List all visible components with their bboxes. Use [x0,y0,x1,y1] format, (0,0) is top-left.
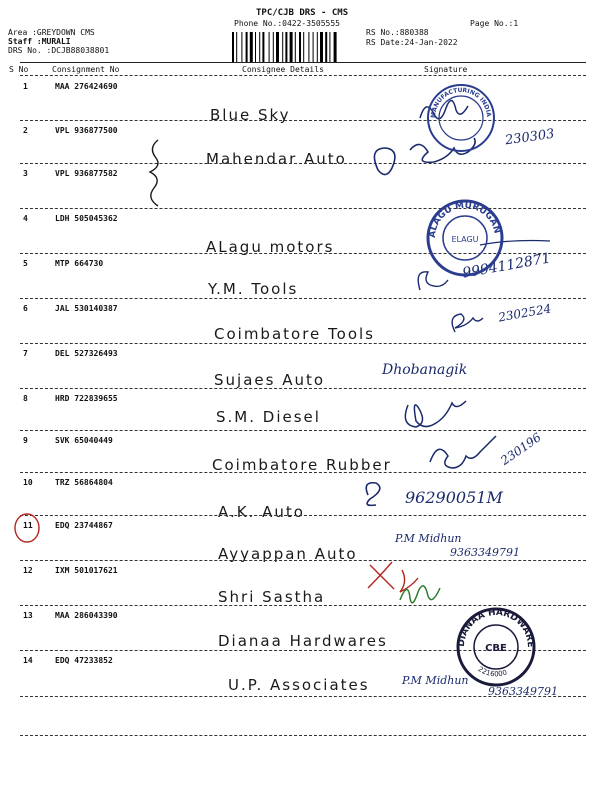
row-sno: 3 [23,169,28,178]
sig-r10-number: 96290051M [405,488,503,507]
row-sno: 7 [23,349,28,358]
row-sno: 6 [23,304,28,313]
company-stamp-3 [455,606,537,688]
col-sno: S No [9,65,29,74]
col-consignee: Consignee Details [242,65,324,74]
row-consignee: Ayyappan Auto [218,545,358,563]
row-sno: 12 [23,566,33,575]
sig-r11-number: 9363349791 [450,546,520,559]
row-sno: 4 [23,214,28,223]
row-sno: 9 [23,436,28,445]
drs-number: DRS No. :DCJB88038801 [8,46,110,55]
row-sno: 14 [23,656,33,665]
sig-r11-name: P.M Midhun [395,532,462,545]
rs-number: RS No.:880388 [366,28,429,37]
sig-r14-name: P.M Midhun [402,674,469,687]
row-consignee: Coimbatore Rubber [212,456,392,474]
sig-r2-number: 230303 [504,126,556,149]
row-consignment: IXM 501017621 [55,566,118,575]
col-consignment: Consignment No [52,65,120,74]
sig-r14-number: 9363349791 [488,685,558,698]
area-label: Area :GREYDOWN CMS [8,28,95,37]
row-consignee: U.P. Associates [228,676,370,694]
document-title: TPC/CJB DRS - CMS [256,8,349,18]
svg-text:ALAGU MURUGAN AGENCY: ALAGU MURUGAN [427,200,502,239]
row-consignment: SVK 65040449 [55,436,113,445]
row-sno: 1 [23,82,28,91]
row-consignment: DEL 527326493 [55,349,118,358]
row-sno: 2 [23,126,28,135]
row-consignment: VPL 936877582 [55,169,118,178]
staff-label: Staff :MURALI [8,37,71,46]
row-consignee: Y.M. Tools [208,280,299,298]
row-sno: 11 [23,521,33,530]
row-consignment: TRZ 56864804 [55,478,113,487]
row-consignment: LDH 505045362 [55,214,118,223]
row-consignment: HRD 722839655 [55,394,118,403]
row-consignee: S.M. Diesel [216,408,321,426]
row-consignee: Dianaa Hardwares [218,632,388,650]
sig-r6-number: 2302524 [497,301,553,325]
row-sno: 8 [23,394,28,403]
col-signature: Signature [424,65,468,74]
svg-text:CBE: CBE [485,643,507,654]
signature-scribble-r8 [405,401,466,427]
company-stamp-1 [425,82,497,154]
row-sno: 10 [23,478,33,487]
page-number: Page No.:1 [470,19,519,28]
svg-text:MANUFACTURING INDIA (P) LTD: MANUFACTURING INDIA [429,86,493,119]
footer-rule [20,735,586,736]
sig-r7-name: Dhobanagik [382,362,468,378]
sig-r5-number: 9994112871 [461,250,552,282]
signature-scribble-r10 [366,483,380,506]
phone-number: Phone No.:0422-3505555 [234,19,340,28]
row-consignment: EDQ 47233852 [55,656,113,665]
red-circle-mark [15,514,39,542]
row-consignee: Blue Sky [210,106,291,124]
row-consignee: Sujaes Auto [214,371,326,389]
sig-r9-number: 230196 [498,430,544,468]
red-scribble [368,562,418,592]
row-consignee: ALagu motors [206,238,335,256]
row-sno: 13 [23,611,33,620]
svg-text:DIANAA HARDWARES: DIANAA HARDWARE [456,607,536,648]
company-stamp-2 [425,198,505,278]
row-consignment: JAL 530140387 [55,304,118,313]
row-consignment: MAA 286043390 [55,611,118,620]
row-consignee: A.K. Auto [218,503,305,521]
svg-text:ELAGU: ELAGU [451,235,479,244]
row-consignment: EDQ 23744867 [55,521,113,530]
row-consignee: Mahendar Auto [206,150,347,168]
row-sno: 5 [23,259,28,268]
brace-mark [150,140,158,206]
row-consignee: Coimbatore Tools [214,325,375,343]
row-consignment: VPL 936877500 [55,126,118,135]
rs-date: RS Date:24-Jan-2022 [366,38,458,47]
signature-scribble-r6 [452,314,483,332]
row-consignment: MAA 276424690 [55,82,118,91]
row-consignee: Shri Sastha [218,588,326,606]
row-consignment: MTP 664730 [55,259,104,268]
svg-text:2216000: 2216000 [476,665,509,679]
signature-scribble-r9 [430,436,496,468]
